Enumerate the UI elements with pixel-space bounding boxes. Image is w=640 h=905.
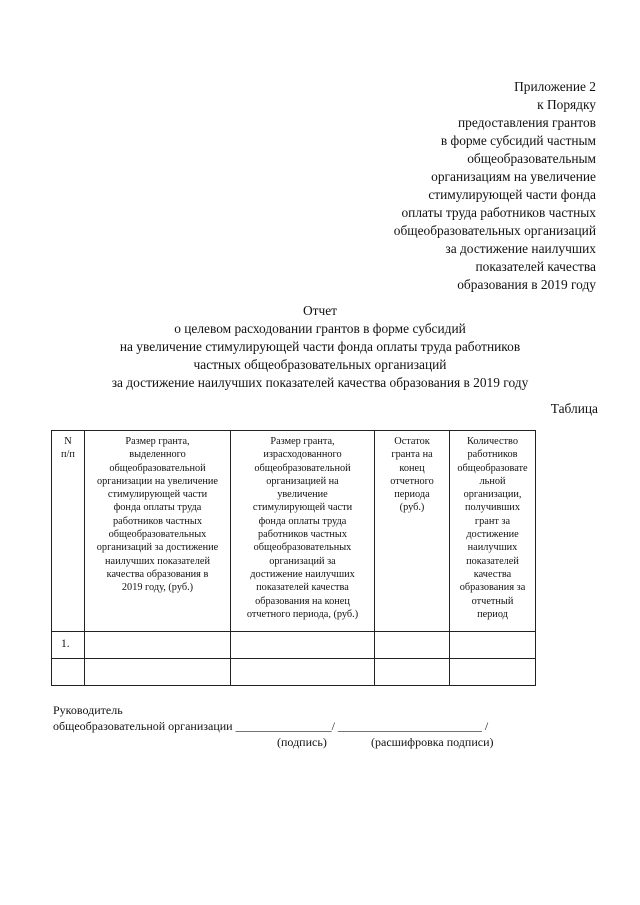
column-header-grant-allocated xyxy=(85,431,231,632)
table-cell-value: 1. xyxy=(61,638,70,650)
column-header-staff-count xyxy=(450,431,536,632)
report-title-line: Отчет xyxy=(302,303,338,318)
column-header-label: Размер гранта, израсходованного общеобразовательной организацией на увеличение стимулирующей части фонда оплаты труда работников частных общеобразовательных организаций за достижение наилучших показателей качества образования на конец отчетного периода, (руб.) xyxy=(246,436,359,620)
column-header-label: Размер гранта, выделенного общеобразовательной организации на увеличение стимулирующей части фонда оплаты труда работников частных общеобразовательных организаций за достижение наилучших показателей качества образования в 2019 году, (руб.) xyxy=(96,436,219,594)
report-title-line: о целевом расходовании грантов в форме субсидий xyxy=(174,321,466,336)
table-cell xyxy=(52,659,85,686)
table-cell xyxy=(375,632,450,659)
column-header-label: Остаток гранта на конец отчетного периода (руб.) xyxy=(390,436,434,514)
appendix-line: общеобразовательных организаций xyxy=(393,223,596,238)
appendix-block xyxy=(300,78,596,294)
column-header-label: N п/п xyxy=(61,436,75,461)
table-cell-value xyxy=(85,659,230,665)
table-cell xyxy=(375,659,450,686)
appendix-line: стимулирующей части фонда xyxy=(428,187,596,202)
table-cell-value xyxy=(450,659,535,665)
report-title xyxy=(30,302,610,392)
table-cell-value xyxy=(85,632,230,638)
table-cell xyxy=(450,632,536,659)
table-cell xyxy=(85,659,231,686)
table-row xyxy=(52,659,536,686)
table-label: Таблица xyxy=(550,401,598,416)
signature-role: Руководитель xyxy=(53,703,123,717)
table-cell-value xyxy=(231,632,374,638)
appendix-line: образования в 2019 году xyxy=(457,277,596,292)
appendix-line: организациям на увеличение xyxy=(431,169,596,184)
table-cell xyxy=(52,632,85,659)
table-row xyxy=(52,632,536,659)
appendix-line: за достижение наилучших xyxy=(445,241,596,256)
report-title-line: на увеличение стимулирующей части фонда оплаты труда работников xyxy=(119,339,521,354)
table-cell xyxy=(231,659,375,686)
signature-caption: (подпись) xyxy=(277,735,327,749)
table-cell-value xyxy=(231,659,374,665)
signature-line: общеобразовательной организации ________________/ ________________________ / xyxy=(53,719,489,733)
appendix-line: предоставления грантов xyxy=(458,115,596,130)
signature-decoding-caption: (расшифровка подписи) xyxy=(371,735,494,749)
appendix-line: Приложение 2 xyxy=(514,79,596,94)
appendix-line: общеобразовательным xyxy=(467,151,596,166)
table-cell-value xyxy=(450,632,535,638)
report-title-line: частных общеобразовательных организаций xyxy=(193,357,447,372)
report-table xyxy=(51,430,536,686)
table-cell-value xyxy=(52,659,84,665)
table-cell xyxy=(85,632,231,659)
signature-block xyxy=(53,702,488,734)
table-cell-value xyxy=(375,632,449,638)
appendix-line: к Порядку xyxy=(537,97,596,112)
appendix-line: в форме субсидий частным xyxy=(440,133,596,148)
table-cell-value xyxy=(375,659,449,665)
appendix-line: оплаты труда работников частных xyxy=(401,205,596,220)
report-title-line: за достижение наилучших показателей качества образования в 2019 году xyxy=(111,375,529,390)
table-cell xyxy=(231,632,375,659)
table-header-row xyxy=(52,431,536,632)
column-header-grant-spent xyxy=(231,431,375,632)
table-cell xyxy=(450,659,536,686)
column-header-number xyxy=(52,431,85,632)
appendix-line: показателей качества xyxy=(475,259,596,274)
column-header-label: Количество работников общеобразовате льной организации, получивших грант за достижение наилучших показателей качества образования за отчетный период xyxy=(457,436,528,620)
column-header-grant-balance xyxy=(375,431,450,632)
